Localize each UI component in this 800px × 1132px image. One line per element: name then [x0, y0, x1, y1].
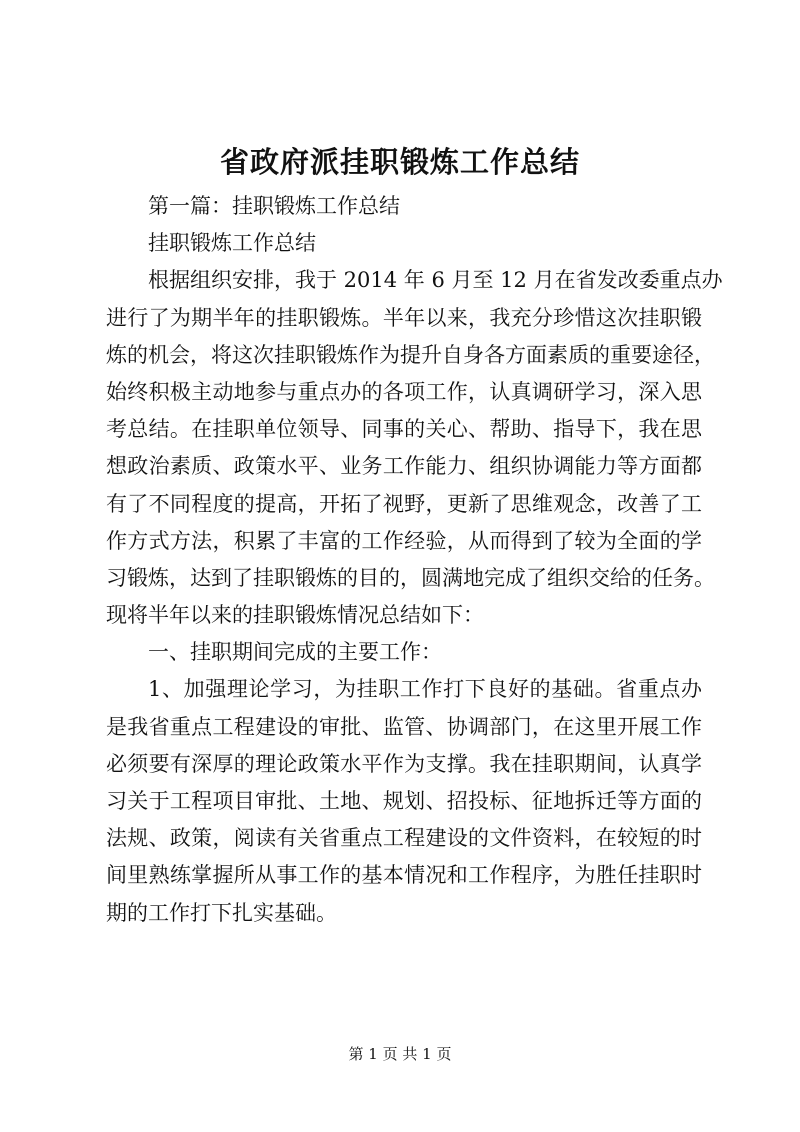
intro-paragraph-line: 始终积极主动地参与重点办的各项工作，认真调研学习，深入思 — [106, 379, 702, 404]
intro-paragraph-line: 根据组织安排，我于 2014 年 6 月至 12 月在省发改委重点办 — [148, 268, 723, 293]
sub-heading: 挂职锻炼工作总结 — [148, 231, 316, 256]
intro-paragraph-line: 考总结。在挂职单位领导、同事的关心、帮助、指导下，我在思 — [106, 417, 702, 442]
document-body — [106, 188, 723, 932]
item1-paragraph-line: 法规、政策，阅读有关省重点工程建设的文件资料，在较短的时 — [106, 826, 702, 851]
item1-paragraph-line: 间里熟练掌握所从事工作的基本情况和工作程序，为胜任挂职时 — [106, 863, 702, 888]
intro-paragraph-line: 炼的机会，将这次挂职锻炼作为提升自身各方面素质的重要途径， — [106, 342, 715, 367]
item1-paragraph-line: 期的工作打下扎实基础。 — [106, 900, 337, 925]
intro-paragraph-line: 进行了为期半年的挂职锻炼。半年以来，我充分珍惜这次挂职锻 — [106, 305, 702, 330]
page-footer: 第 1 页 共 1 页 — [348, 1045, 452, 1063]
item1-paragraph-line: 1、加强理论学习，为挂职工作打下良好的基础。省重点办 — [148, 677, 702, 702]
item1-paragraph-line: 必须要有深厚的理论政策水平作为支撑。我在挂职期间，认真学 — [106, 751, 702, 776]
section-heading: 一、挂职期间完成的主要工作： — [148, 640, 442, 665]
intro-paragraph-line: 作方式方法，积累了丰富的工作经验，从而得到了较为全面的学 — [106, 528, 702, 553]
intro-paragraph-line: 想政治素质、政策水平、业务工作能力、组织协调能力等方面都 — [106, 454, 702, 479]
document-title: 省政府派挂职锻炼工作总结 — [219, 145, 580, 179]
intro-paragraph-line: 习锻炼，达到了挂职锻炼的目的，圆满地完成了组织交给的任务。 — [106, 565, 715, 590]
item1-paragraph-line: 是我省重点工程建设的审批、监管、协调部门，在这里开展工作 — [106, 714, 702, 739]
intro-paragraph-line: 有了不同程度的提高，开拓了视野，更新了思维观念，改善了工 — [106, 491, 702, 516]
item1-paragraph-line: 习关于工程项目审批、土地、规划、招投标、征地拆迁等方面的 — [106, 789, 702, 813]
part-heading: 第一篇：挂职锻炼工作总结 — [148, 194, 400, 218]
intro-paragraph-line: 现将半年以来的挂职锻炼情况总结如下： — [106, 603, 484, 628]
